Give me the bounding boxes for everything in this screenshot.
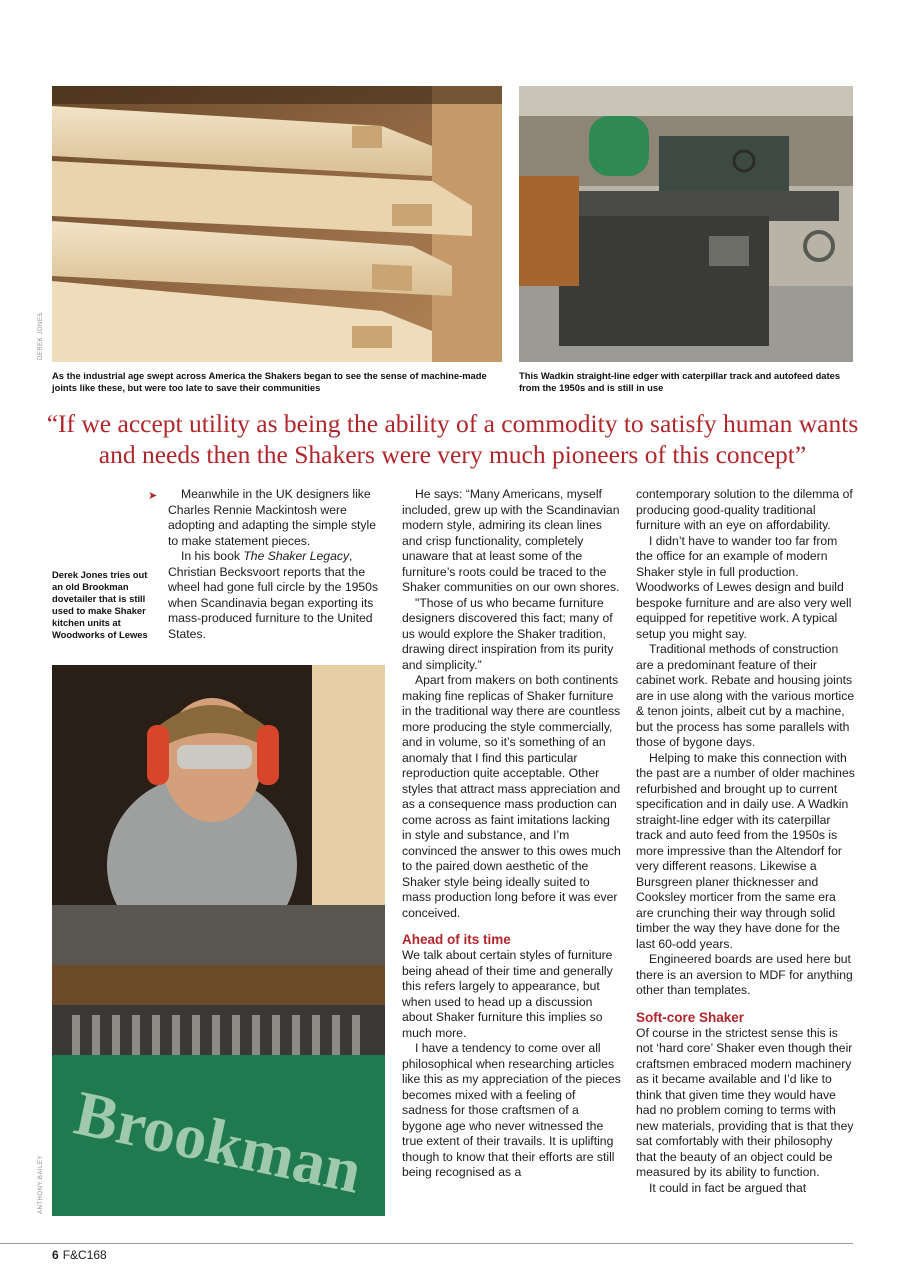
col3-paragraph: It could in fact be argued that <box>649 1180 807 1195</box>
column-2 <box>402 487 622 1181</box>
page-number: 6 <box>52 1248 59 1262</box>
edger-photo-caption: This Wadkin straight-line edger with caterpillar track and autofeed dates from the 1950s and is still in use <box>519 370 841 393</box>
continuation-arrow-icon: ➤ <box>148 490 158 502</box>
col3-paragraph: contemporary solution to the dilemma of producing good-quality traditional furniture with an eye on affordability. <box>636 487 853 532</box>
pull-quote: “If we accept utility as being the ability of a commodity to satisfy human wants and needs then the Shakers were very much pioneers of this concept” <box>46 409 859 469</box>
joints-photo-credit: DEREK JONES <box>38 312 44 360</box>
issue-label: F&C168 <box>62 1248 107 1262</box>
machine-lettering: Brookman <box>68 1076 368 1207</box>
section-heading-ahead: Ahead of its time <box>402 932 511 947</box>
col2-paragraph: He says: “Many Americans, myself included, grew up with the Scandinavian modern style, admiring its clean lines and crisp functionality, completely unaware that at least some of the furniture’s roots could be traced to the Shaker communities on our own shores. <box>402 487 620 594</box>
col3-paragraph: Helping to make this connection with the past are a number of older machines refurbished and brought up to current specification and in daily use. A Wadkin straight-line edger with its caterpillar track and auto feed from the 1950s is more impressive than the Altendorf for very different reasons. Likewise a Bursgreen planer thicknesser and Cooksley morticer from the same era are crunching their way through solid timber the way they have done for the last 60-odd years. <box>636 750 855 951</box>
portrait-photo-credit: ANTHONY BAILEY <box>38 1155 44 1214</box>
col1-text: , Christian Becksvoort reports that the wheel had gone full circle by the 1950s when Scandinavia began exporting its mass-produced furniture to the United States. <box>168 549 379 641</box>
footer-rule <box>0 1243 853 1244</box>
col1-paragraph <box>168 549 383 642</box>
section-heading-soft-core: Soft-core Shaker <box>636 1009 745 1025</box>
book-title: The Shaker Legacy <box>243 549 350 563</box>
footer <box>52 1248 107 1262</box>
portrait-caption: Derek Jones tries out an old Brookman dovetailer that is still used to make Shaker kitchen units at Woodworks of Lewes <box>52 569 148 640</box>
portrait-photo <box>52 665 385 1216</box>
col3-paragraph: I didn’t have to wander too far from the office for an example of modern Shaker style in full production. Woodworks of Lewes design and build bespoke furniture and are also very well equipped for repetitive work. A typical setup you might say. <box>636 533 852 641</box>
col1-text: In his book <box>181 549 244 563</box>
col3-paragraph: Traditional methods of construction are a predominant feature of their cabinet work. Rebate and housing joints are in use along with the various mortice & tenon joints, albeit cut by a machine, but the process has some parallels with those of bygone days. <box>636 642 855 749</box>
col2-paragraph: We talk about certain styles of furniture being ahead of their time and generally this refers largely to appearance, but when used to head up a discussion about Shaker furniture this implies so much more. <box>402 948 613 1040</box>
col3-paragraph: Of course in the strictest sense this is not ‘hard core’ Shaker even though their craftsmen embraced modern machinery as it became available and I’d like to think that given time they would have had no problem coming to terms with new materials, providing that is that they sat comfortably with their philosophy that the beauty of an object could be measured by its ability to function. <box>636 1025 854 1179</box>
column-1 <box>168 487 383 642</box>
col2-paragraph: "Those of us who became furniture designers discovered this fact; many of us would explore the Shaker tradition, drawing direct inspiration from its purity and simplicity.” <box>402 595 614 672</box>
col3-paragraph: Engineered boards are used here but there is an aversion to MDF for anything other than templates. <box>636 952 853 997</box>
joints-photo <box>52 86 502 362</box>
joints-photo-caption: As the industrial age swept across America the Shakers began to see the sense of machine-made joints like these, but were too late to save their communities <box>52 370 487 393</box>
column-3 <box>636 487 856 1196</box>
col1-paragraph: Meanwhile in the UK designers like Charles Rennie Mackintosh were adopting and adapting the simple style to make statement pieces. <box>168 487 377 548</box>
col2-paragraph: I have a tendency to come over all philosophical when researching articles like this as my appreciation of the pieces becomes mixed with a feeling of sadness for those craftsmen of a bygone age who never witnessed the true extent of their travails. It is uplifting though to know that their efforts are still being recognised as a <box>402 1041 621 1179</box>
edger-photo <box>519 86 853 362</box>
col2-paragraph: Apart from makers on both continents making fine replicas of Shaker furniture in the traditional way there are countless more producing the style commercially, and in volume, so it’s something of an anomaly that I find this particular reproduction quite acceptable. Other styles that attract mass appreciation and as a consequence mass production can come across as faint imitations lacking in style and substance, and I’m convinced the answer to this owes much to the paired down aesthetic of the Shaker style being ideally suited to mass production long before it was ever conceived. <box>402 673 621 920</box>
